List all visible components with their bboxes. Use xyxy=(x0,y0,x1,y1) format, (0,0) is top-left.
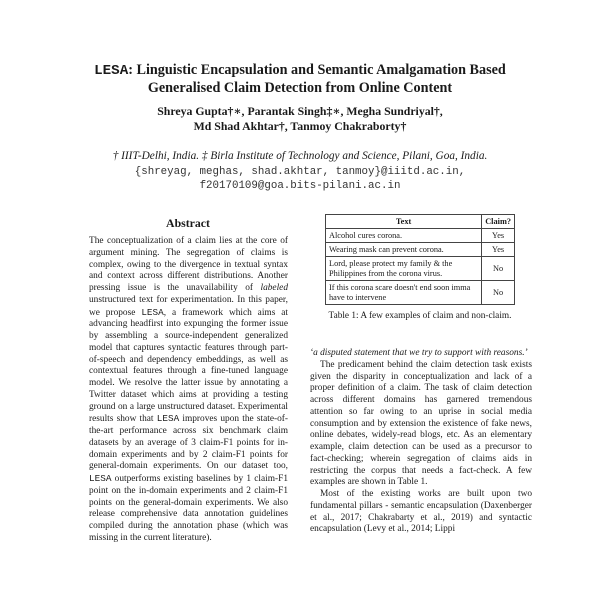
author-emails xyxy=(40,165,560,193)
title-line1: : Linguistic Encapsulation and Semantic Amalgamation Based xyxy=(128,62,506,78)
title-system-name: LESA xyxy=(94,63,129,79)
table-cell-label: Yes xyxy=(482,243,515,257)
table-header-text: Text xyxy=(326,215,482,229)
abstract-part: improves upon the state-of-the-art performance across six benchmark claim datasets by an average of 3 claim-F1 points for in-domain experiments and by 2 claim-F1 points for general-domain experiments. On our dataset too, xyxy=(89,414,288,472)
table-cell-label: No xyxy=(482,281,515,305)
authors-line2: Md Shad Akhtar†, Tanmoy Chakraborty† xyxy=(193,119,407,133)
abstract-part: outperforms existing baselines by 1 claim-F1 point on the in-domain experiments and 2 claim-F1 points on the general-domain experiments. We also release comprehensive data annotation guidelines compiled during the annotation phase (which was missing in the current literature). xyxy=(89,474,288,543)
title-line2: Generalised Claim Detection from Online Content xyxy=(147,80,453,96)
author-list xyxy=(60,104,540,134)
abstract-part: unstructured text for experimentation. In this paper, we propose xyxy=(89,294,288,318)
abstract-part: The conceptualization of a claim lies at the core of argument mining. The segregation of claims is complex, owing to the divergence in textual syntax and context across different distributions. Another pressing issue is the unavailability of xyxy=(89,236,288,293)
table-cell-text: Alcohol cures corona. xyxy=(326,229,482,243)
table-row xyxy=(326,243,515,257)
abstract-system-name: LESA xyxy=(141,306,164,318)
abstract-text xyxy=(89,236,288,545)
abstract-system-name: LESA xyxy=(156,413,180,425)
table-cell-text: Wearing mask can prevent corona. xyxy=(326,243,482,257)
intro-paragraph: The predicament behind the claim detection task exists given the disparity in conceptualization and lack of a proper definition of a claim. The task of claim detection across different domains has garnered tremendous attention so far owing to an uprise in social media consumption and by extension the existence of fake news, online debates, widely-read blogs, etc. As an elementary example, claim detection can be used as a precursor to fact-checking; wherein segregation of claims aids in restricting the corpus that needs a fact-check. A few examples are shown in Table 1. xyxy=(310,359,532,488)
abstract-italic: labeled xyxy=(260,283,288,293)
paper-title xyxy=(60,62,540,97)
affiliations: † IIIT-Delhi, India. ‡ Birla Institute of Technology and Science, Pilani, Goa, India. xyxy=(112,150,488,162)
quote-text: ‘a disputed statement that we try to support with reasons.’ xyxy=(310,348,528,358)
table-cell-label: Yes xyxy=(482,229,515,243)
table-cell-label: No xyxy=(482,257,515,281)
emails-line2: f20170109@goa.bits-pilani.ac.in xyxy=(199,180,401,192)
table-row xyxy=(326,257,515,281)
abstract-part: , a framework which aims at advancing headfirst into expunging the former issue by assembling a source-independent generalized model that captures syntactic features through part-of-speech and dependency embeddings, as well as contextual features through a fine-tuned language model. We resolve the latter issue by annotating a Twitter dataset which aims at providing a testing ground on a large unstructured dataset. Experimental results show that xyxy=(89,307,288,425)
emails-line1: {shreyag, meghas, shad.akhtar, tanmoy}@iiitd.ac.in, xyxy=(134,166,466,178)
abstract-system-name: LESA xyxy=(89,473,112,484)
intro-paragraph: Most of the existing works are built upon two fundamental pillars - semantic encapsulation (Daxenberger et al., 2017; Chakrabarty et al., 2019) and syntactic encapsulation (Levy et al., 2014; Lippi xyxy=(310,489,532,535)
abstract-heading: Abstract xyxy=(166,216,210,230)
table-header-claim: Claim? xyxy=(482,215,515,229)
authors-line1: Shreya Gupta†∗, Parantak Singh‡∗, Megha Sundriyal†, xyxy=(157,104,443,118)
table-row xyxy=(326,281,515,305)
table-row xyxy=(326,229,515,243)
table-header-row xyxy=(326,215,515,229)
table-cell-text: Lord, please protect my family & the Philippines from the corona virus. xyxy=(326,257,482,281)
intro-text xyxy=(310,348,532,536)
table-caption: Table 1: A few examples of claim and non-claim. xyxy=(328,311,512,321)
claim-definition-quote xyxy=(310,348,532,360)
claims-table xyxy=(325,214,515,305)
table-cell-text: If this corona scare doesn't end soon imma have to intervene xyxy=(326,281,482,305)
